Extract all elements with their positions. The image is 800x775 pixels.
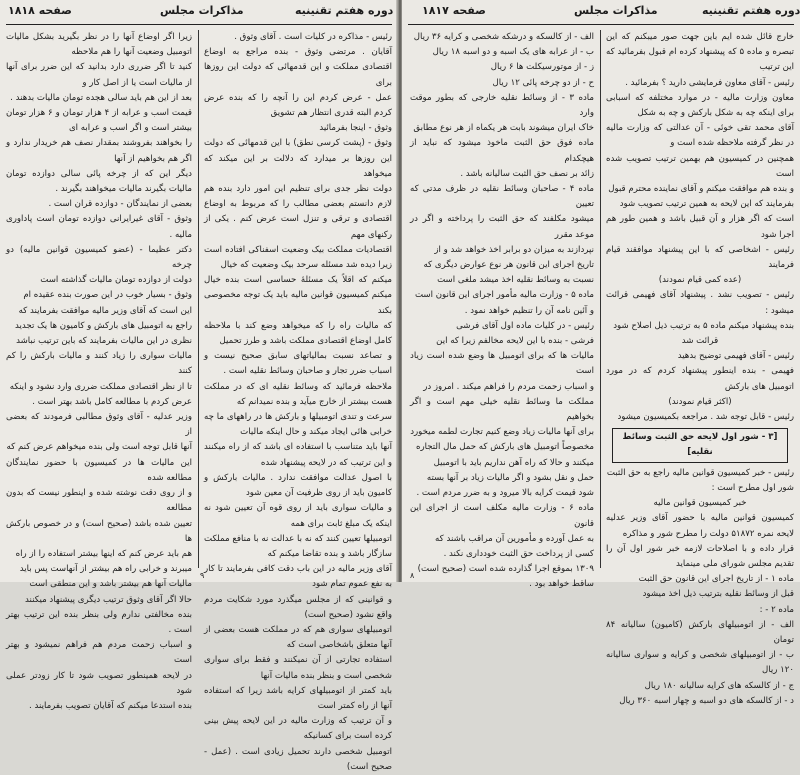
text-paragraph: و مالیات سواری باید از روی قوه آن تعیین شود نه اینکه یک مبلغ ثابت برای همه bbox=[204, 503, 392, 529]
text-paragraph: مخصوصاً اتومبیل های بارکش که حمل مال التجاره bbox=[415, 442, 594, 453]
text-paragraph: وزیر عدلیه - آقای وثوق مطالبی فرمودند که بعضی از bbox=[6, 412, 192, 438]
text-paragraph: راجع به اتومبیل های بارکش و کامیون ها یک تجدید bbox=[14, 320, 192, 331]
text-paragraph: اتومبیلها تعیین کنند که نه با عدالت نه با منافع مملکت سازگار باشد و بنده تقاضا میکنم که bbox=[204, 533, 392, 559]
text-paragraph: نپردازند به میزان دو برابر اخذ خواهد شد و از bbox=[434, 244, 594, 255]
text-paragraph: تاریخ اجرای این قانون هر نوع عوارض دیگری که bbox=[423, 260, 594, 271]
column-divider bbox=[600, 30, 601, 568]
text-paragraph: خارج قائل شده ایم باین جهت صور میبکنم که این تبصره و ماده ۵ که پیشنهاد کرده ام قبول بفرمائید که این ترتیب bbox=[606, 32, 795, 73]
text-paragraph: ب - از اتومبیلهای شخصی و کرایه و سواری سالیانه ۱۲۰ ریال bbox=[606, 650, 794, 676]
left-page-column-left bbox=[6, 30, 192, 711]
text-paragraph: (اکثر قیام نمودند) bbox=[668, 396, 732, 407]
text-paragraph: الف - از کالسکه و درشکه شخصی و کرایه ۳۶ ریال bbox=[413, 32, 594, 42]
text-paragraph: رئیس - قابل توجه شد . مراجعه بکمیسیون میشود bbox=[617, 412, 794, 423]
text-paragraph: میبرند و خرابی راه هم بیشتر از آنهاست پس باید bbox=[19, 564, 192, 575]
text-paragraph: و بنده هم موافقت میکنم و آقای نماینده محترم قبول bbox=[608, 184, 794, 195]
text-paragraph: بعد از این هم باید سالی هجده تومان مالیات بدهند . bbox=[10, 92, 192, 103]
text-paragraph: رئیس - اشخاصی که با این پیشنهاد موافقند قیام فرمایند bbox=[606, 244, 794, 271]
left-page-number: صفحه ۱۸۱۸ bbox=[8, 4, 72, 17]
text-paragraph: آقای محمد تقی خوئی - آن عدالتی که وزارت مالیه در نظر گرفته ملاحظه شده است و bbox=[606, 123, 794, 149]
text-paragraph: فرشی - بنده با این لایحه مخالفم زیرا که این bbox=[436, 336, 594, 347]
text-paragraph: برای آنها مالیات زیاد وضع کنیم تجارت لطمه میخورد bbox=[410, 427, 594, 438]
text-paragraph: دولت از دوازده تومان مالیات گذاشته است bbox=[40, 275, 192, 286]
text-paragraph: نسبت به وسائط نقلیه اخذ میشد ملغی است bbox=[437, 275, 594, 286]
text-paragraph: ب - از عرابه های یک اسبه و دو اسبه ۱۸ ریال bbox=[432, 47, 594, 58]
text-paragraph: دکتر عظیما - (عضو کمیسیون قوانین مالیه) دو چرخه bbox=[6, 244, 192, 271]
text-paragraph: وثوق - بسیار خوب در این صورت بنده عقیده ام bbox=[23, 290, 192, 301]
text-paragraph: رئیس - آقای فهیمی توضیح بدهید bbox=[677, 351, 794, 362]
text-paragraph: ساقط خواهد بود . bbox=[529, 579, 594, 590]
text-paragraph: حمل و نقل بشود و اگر مالیات زیاد بر آنها بسته bbox=[426, 472, 594, 483]
text-paragraph: در لایحه همینطور تصویب شود تا کار زودتر عملی شود bbox=[6, 670, 192, 696]
text-paragraph: ماده ۱ - از تاریخ اجرای این قانون حق الثبت bbox=[638, 574, 794, 585]
text-paragraph: میکنند و حالا که راه آهن نداریم باید با اتومبیل bbox=[433, 457, 594, 468]
text-paragraph: و تصاعد نسبت بمالیاتهای سابق صحیح نیست و اسباب ضرر تجار و صاحبان وسائط نقلیه است . bbox=[204, 351, 392, 377]
text-paragraph: وثوق - اینجا بفرمائید bbox=[319, 123, 392, 134]
text-paragraph: وثوق - آقای غیرایرانی دوازده تومان است پاداوری مالیه . bbox=[6, 214, 192, 240]
text-paragraph: باید کمتر از اتومبیلهای کرایه باشد زیرا که استفاده آنها از راه کمتر است bbox=[204, 685, 392, 711]
text-paragraph: ز - از موتورسیکلت ها ۶ ریال bbox=[490, 62, 594, 73]
text-paragraph: کنید تا اگر ضرری دارد بدانید که این ضرر برای آنها از مالیات است یا از اصل کار و bbox=[6, 62, 192, 88]
text-paragraph: قرار داده و با اصلاحات لازمه خبر شور اول آن را تقدیم مجلس شورای ملی مینماید bbox=[606, 543, 794, 569]
text-paragraph: ماده ۳ - از وسائط نقلیه خارجی که بطور موقت وارد bbox=[410, 92, 594, 119]
text-paragraph: رئیس - خبر کمیسیون قوانین مالیه راجع به حق الثبت bbox=[606, 467, 794, 478]
text-paragraph: آقای وزیر مالیه در این باب دقت کافی بفرمایند تا کار به نفع عموم تمام شود bbox=[204, 564, 392, 590]
column-text bbox=[606, 30, 794, 709]
text-paragraph: حالا اگر آقای وثوق ترتیب دیگری پیشنهاد میکنند bbox=[25, 594, 192, 605]
text-paragraph: [۳ - شور اول لایحه حق الثبت وسائط نقلیه] bbox=[612, 428, 788, 462]
column-text bbox=[410, 30, 594, 593]
text-paragraph: دیگر این که از چرخه پائی سالی دوازده تومان مالیات بگیرند مالیات میخواهند بگیرند . bbox=[6, 168, 192, 195]
text-paragraph: قرائت شد bbox=[681, 336, 719, 347]
right-page-column-right bbox=[606, 30, 795, 706]
text-paragraph: بنده استدعا میکنم که آقایان تصویب بفرمایند . bbox=[29, 700, 192, 711]
text-paragraph: این مالیات ها در کمیسیون با حضور نمایندگان مطالعه شده bbox=[6, 457, 192, 483]
text-paragraph: رئیس - مذاکره در کلیات است . آقای وثوق . bbox=[234, 32, 392, 42]
text-paragraph: میکنم که اقلاً یک مسئلهٔ حساسی است بنده خیال میکنم کمیسیون قوانین مالیه باید یک توجه مخصوصی بکند bbox=[204, 275, 392, 316]
text-paragraph: و اسباب زحمت مردم هم فراهم نمیشود و بهتر است bbox=[6, 640, 192, 666]
text-paragraph: عرض کردم با مطالعه کامل باشد بهتر است . bbox=[32, 396, 192, 407]
text-paragraph: الف - از اتومبیلهای بارکش (کامیون) سالیانه ۸۴ تومان bbox=[606, 619, 794, 645]
text-paragraph: مالیات ها که برای اتومبیل ها وضع شده است زیاد است bbox=[410, 351, 594, 377]
text-paragraph: بعضی از نمایندگان - دوازده قران است . bbox=[48, 199, 192, 210]
column-divider bbox=[198, 30, 199, 568]
text-paragraph: اتومبیل شخصی دارند تحمیل زیادی است . (عمل - صحیح است) bbox=[204, 746, 392, 772]
text-paragraph: و قوانینی که از مجلس میگذرد مورد شکایت مردم واقع نشود (صحیح است) bbox=[204, 594, 392, 620]
text-paragraph: ۱۳۰۹ بموقع اجرا گذارده شده است (صحیح است) bbox=[417, 564, 594, 575]
text-paragraph: ح - از دو چرخه پائی ۱۲ ریال bbox=[492, 77, 594, 88]
left-page-session: دوره هفتم تقنینیه bbox=[295, 4, 394, 17]
left-header-rule bbox=[6, 24, 392, 25]
text-paragraph: بنده پیشنهاد میکنم ماده ۵ به ترتیب ذیل اصلاح شود bbox=[613, 320, 794, 331]
text-paragraph: ماده ۲ - : bbox=[759, 604, 794, 615]
text-paragraph: فهیمی - بنده اینطور پیشنهاد کردم که در مورد اتومبیل های بارکش bbox=[606, 366, 794, 392]
text-paragraph: سرعت و تندی اتومبیلها و بارکش ها در راههای ما چه خرابی هائی ایجاد میکند و حال اینکه مالیات bbox=[204, 412, 392, 438]
right-page bbox=[402, 0, 800, 706]
text-paragraph: رئیس - در کلیات ماده اول آقای فرشی bbox=[456, 320, 594, 331]
right-page-column-left bbox=[410, 30, 594, 590]
text-paragraph: کمیسیون قوانین مالیه با حضور آقای وزیر عدلیه لایحه نمره ۵۱۸۷۲ دولت را مطرح شور و مذاکره bbox=[606, 513, 794, 539]
text-paragraph: و آئین نامه آن را تنظیم خواهد نمود . bbox=[464, 305, 594, 316]
text-paragraph: (عده کمی قیام نمودند) bbox=[658, 275, 742, 286]
text-paragraph: و آن ترتیب که وزارت مالیه در این لایحه پیش بینی کرده است برای کسانیکه bbox=[204, 716, 392, 742]
text-paragraph: اتومبیلهای سواری هم که در مملکت هست بعضی از آنها متعلق باشخاصی است که bbox=[204, 624, 392, 651]
text-paragraph: کسی از پرداخت حق الثبت خودداری نکند . bbox=[443, 548, 594, 559]
text-paragraph: هم باید عرض کنم که اینها بیشتر استفاده را از راه bbox=[15, 548, 192, 559]
right-page-session: دوره هفتم تقنینیه bbox=[702, 4, 800, 17]
left-page-title: مذاکرات مجلس bbox=[160, 4, 244, 17]
text-paragraph: قبل از وسائط نقلیه بترتیب ذیل اخذ میشود bbox=[642, 589, 794, 600]
text-paragraph: مالیات سواری را زیاد کنند و مالیات بارکش را کم کنند bbox=[6, 351, 192, 377]
text-paragraph: آنها قابل توجه است ولی بنده میخواهم عرض کنم که bbox=[6, 442, 192, 453]
text-paragraph: ملاحظه فرمائید که وسائط نقلیه ای که در مملکت هست بیشتر از خارج میآید و بنده نمیدانم که bbox=[204, 381, 392, 407]
text-paragraph: آنها باید متناسب با استفاده ای باشد که از راه میکنند و این ترتیب که در لایحه پیشنهاد شده bbox=[204, 442, 392, 468]
text-paragraph: و از روی دقت نوشته شده و اینطور نیست که بدون مطالعه bbox=[6, 488, 192, 514]
text-paragraph: زیرا اگر اوضاع آنها را در نظر بگیرید بشکل مالیات اتومبیل وضعیت آنها را هم ملاحظه bbox=[6, 32, 192, 58]
left-page bbox=[0, 0, 398, 772]
text-paragraph: میشود مکلفند که حق الثبت را پرداخته و اگر در موعد مقرر bbox=[410, 214, 594, 240]
text-paragraph: خبر کمیسیون قوانین مالیه bbox=[653, 498, 747, 509]
text-paragraph: شود قیمت کرایه بالا میرود و به ضرر مردم است . bbox=[416, 488, 594, 499]
text-paragraph: تعیین شده باشد (صحیح است) و در خصوص بارکش ها bbox=[6, 518, 192, 544]
text-paragraph: این است که آقای وزیر مالیه موافقت بفرمایند که bbox=[18, 305, 192, 316]
right-header-rule bbox=[408, 24, 794, 25]
text-paragraph: بفرمایند که این لایحه به همین ترتیب تصویب شود bbox=[619, 199, 794, 210]
text-paragraph: ماده ۶ - وزارت مالیه مکلف است از اجرای این قانون bbox=[410, 503, 594, 529]
text-paragraph: است که اگر هزار و آن قبیل باشد و همین طور هم اجرا شود bbox=[606, 214, 794, 240]
text-paragraph: به عمل آورده و مأمورین آن مراقب باشند که bbox=[435, 533, 594, 544]
text-paragraph: رئیس - آقای معاون فرمایشی دارید ؟ بفرمائید . bbox=[625, 77, 794, 88]
text-paragraph: که مالیات راه را که میخواهد وضع کند با ملاحظه کامل اوضاع اقتصادی مملکت باشد و طرز تحمیل bbox=[204, 320, 392, 347]
text-paragraph: دولت نظر جدی برای تنظیم این امور دارد بنده هم لازم دانستم بعضی مطالب را که مربوط به اوضاع اقتصادی و ترقی و تنزل است عرض کنم . یکی از رکنهای مهم bbox=[204, 184, 392, 240]
text-paragraph: رئیس - تصویب نشد . پیشنهاد آقای فهیمی قرائت میشود : bbox=[606, 290, 794, 316]
text-paragraph: بنده مخالفتی ندارم ولی بنظر بنده این ترتیب بهتر است . bbox=[6, 609, 192, 635]
text-paragraph: قیمت اسب و عرابه از ۴ هزار تومان و ۶ هزار تومان بیشتر است و اگر اسب و عرابه ای bbox=[6, 108, 192, 134]
text-paragraph: مالیات آنها هم بیشتر باشد و این منطقی است bbox=[29, 579, 192, 590]
text-paragraph: و اسباب زحمت مردم را فراهم میکند . امروز در bbox=[423, 381, 594, 392]
text-paragraph: شور اول مطرح است : bbox=[711, 482, 794, 493]
right-page-title: مذاکرات مجلس bbox=[574, 4, 658, 17]
text-paragraph: با اصول عدالت موافقت ندارد . مالیات بارکش و کامیون باید از روی ظرفیت آن معین شود bbox=[204, 472, 392, 499]
text-paragraph: ج - از کالسکه های کرایه سالیانه ۱۸۰ ریال bbox=[644, 680, 794, 691]
text-paragraph: را بخواهند بفروشند بمقدار نصف هم خریدار ندارد و اگر هم بخواهیم از آنها bbox=[6, 138, 192, 164]
text-paragraph: معاون وزارت مالیه - در موارد مختلفه که اسبابی برای اینکه چه به شکل بارکش و چه به شکل bbox=[606, 92, 794, 119]
text-paragraph: خاک ایران میشوند بابت هر یکماه از هر نوع مطابق bbox=[413, 123, 594, 134]
right-page-footer: ۸ bbox=[410, 571, 415, 580]
text-paragraph: د - از کالسکه های دو اسبه و چهار اسبه ۳۶۰ ریال bbox=[619, 695, 794, 706]
text-paragraph: تا از نظر اقتصادی مملکت ضرری وارد نشود و اینکه bbox=[9, 381, 192, 392]
text-paragraph: ماده ۴ - صاحبان وسائط نقلیه در ظرف مدتی که تعیین bbox=[410, 184, 594, 210]
text-paragraph: وثوق - (پشت کرسی نطق) با این قدمهائی که دولت این روزها بر میدارد که دلالت بر این میکند که میخواهد bbox=[204, 138, 392, 179]
column-text bbox=[6, 30, 192, 714]
right-page-number: صفحه ۱۸۱۷ bbox=[422, 4, 486, 17]
column-text bbox=[204, 30, 392, 775]
text-paragraph: ماده ۵ - وزارت مالیه مأمور اجرای این قانون است bbox=[414, 290, 594, 301]
text-paragraph: اقتصادیات مملکت بیک وضعیت اسفناکی افتاده است زیرا دیده شد مسئله سرحد بیک وضعیت که خیال bbox=[204, 244, 392, 271]
text-paragraph: عمل - عرض کردم این را آنچه را که بنده عرض کردم البته قدری انتظار هم تشویق bbox=[204, 92, 392, 119]
text-paragraph: زائد بر نصف حق الثبت سالیانه باشد . bbox=[460, 168, 594, 179]
left-page-footer: ۹ bbox=[200, 571, 205, 580]
text-paragraph: نظری در این مالیات بفرمایند که باین ترتیب نباشد bbox=[16, 336, 192, 347]
text-paragraph: استفاده تجارتی از آن نمیکنند و فقط برای سواری شخصی است و بنظر بنده مالیات آنها bbox=[204, 655, 392, 681]
text-paragraph: ماده فوق حق الثبت ماخوذ میشود که نباید از هیچکدام bbox=[410, 138, 594, 164]
text-paragraph: مملکت ما وسائط نقلیه خیلی مهم است و اگر بخواهیم bbox=[410, 396, 594, 423]
left-page-column-right bbox=[204, 30, 392, 772]
text-paragraph: همچنین در کمیسیون هم بهمین ترتیب تصویب شده است bbox=[606, 153, 794, 179]
text-paragraph: آقایان . مرتضی وثوق - بنده مراجع به اوضاع اقتصادی مملکت و این قدمهائی که دولت این روزها برای bbox=[204, 47, 392, 88]
